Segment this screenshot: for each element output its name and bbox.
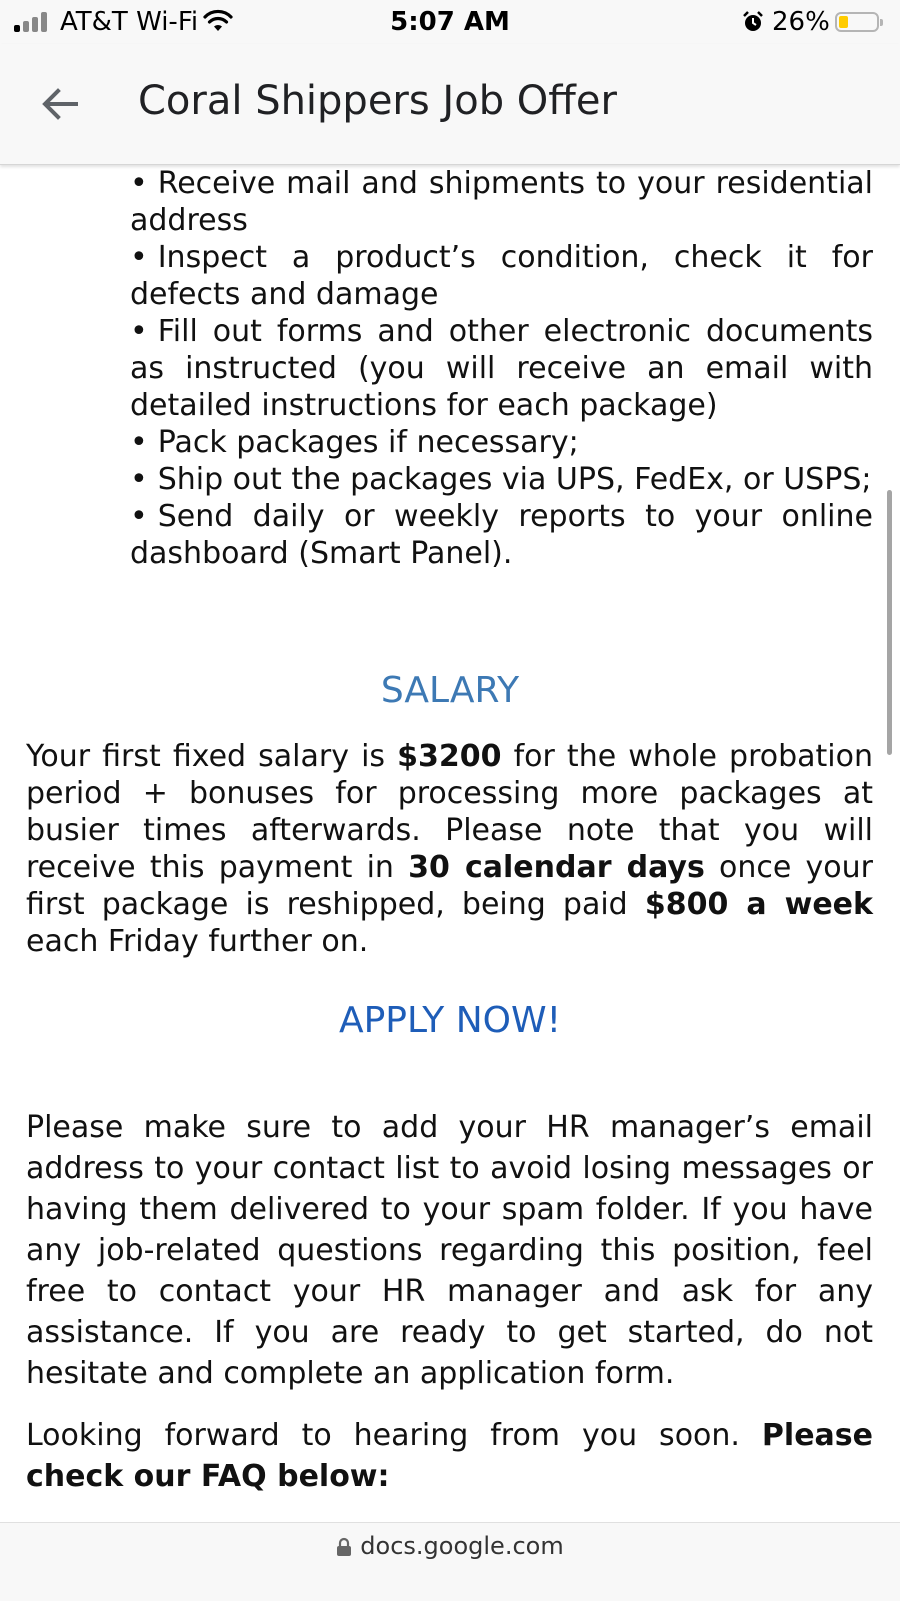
carrier-label: AT&T Wi-Fi — [60, 7, 199, 37]
back-arrow-icon[interactable] — [38, 82, 82, 126]
document-title: Coral Shippers Job Offer — [138, 78, 617, 124]
bullet-icon: • — [130, 166, 148, 201]
contact-paragraph: Please make sure to add your HR manager’s email address to your contact list to avoid losing messages or having them delivered to your spam folder. If you have any job-related questions regarding this position, feel free to contact your HR manager and ask for any assistance. If you are ready to get started, do not hesitate and complete an application form. — [26, 1110, 873, 1391]
duties-list — [130, 165, 873, 572]
clock-time: 5:07 AM — [390, 7, 510, 37]
bullet-icon: • — [130, 499, 148, 534]
document-content — [0, 165, 900, 1550]
alarm-icon — [742, 10, 764, 40]
status-bar — [0, 0, 900, 44]
salary-paragraph: Your first fixed salary is $3200 for the whole probation period + bonuses for processing more packages at busier times afterwards. Please note that you will receive this payment in 30 calendar days once your first package is reshipped, being paid $800 a week each Friday further on. — [26, 739, 873, 959]
url-domain: docs.google.com — [360, 1532, 564, 1560]
url-display[interactable] — [0, 1532, 900, 1563]
closing-paragraph: Looking forward to hearing from you soon. Please check our FAQ below: — [26, 1418, 873, 1494]
bullet-icon: • — [130, 425, 148, 460]
app-bar — [0, 44, 900, 165]
list-item: • Pack packages if necessary; — [130, 425, 579, 460]
list-item: • Fill out forms and other electronic documents as instructed (you will receive an email with detailed instructions for each package) — [130, 314, 873, 423]
bullet-icon: • — [130, 462, 148, 497]
list-item: • Inspect a product’s condition, check it for defects and damage — [130, 240, 873, 312]
battery-icon — [835, 12, 879, 32]
lock-icon — [336, 1535, 352, 1563]
bullet-icon: • — [130, 314, 148, 349]
list-item: • Ship out the packages via UPS, FedEx, or USPS; — [130, 462, 872, 497]
bullet-icon: • — [130, 240, 148, 275]
url-bar[interactable] — [0, 1522, 900, 1601]
salary-heading: SALARY — [380, 670, 520, 711]
list-item: • Receive mail and shipments to your residential address — [130, 166, 873, 238]
scrollbar[interactable] — [887, 490, 892, 755]
battery-percent: 26% — [772, 7, 830, 37]
list-item: • Send daily or weekly reports to your online dashboard (Smart Panel). — [130, 499, 873, 571]
apply-now-heading: APPLY NOW! — [338, 1000, 562, 1041]
